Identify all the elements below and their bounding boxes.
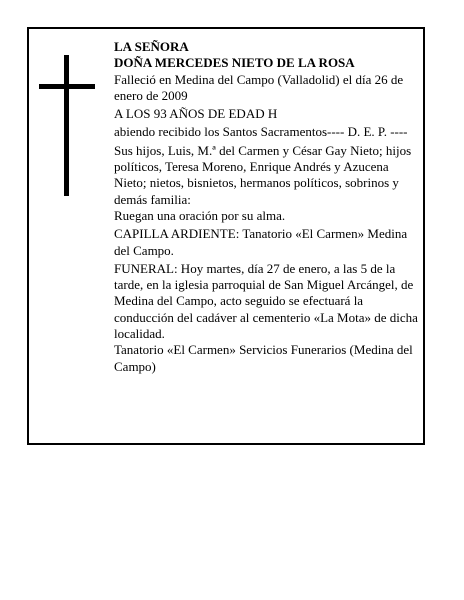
sacraments-line: abiendo recibido los Santos Sacramentos---- D. E. P. ---- bbox=[114, 124, 408, 140]
age-line: A LOS 93 AÑOS DE EDAD H bbox=[114, 106, 278, 122]
cross-icon-crossbar bbox=[39, 84, 95, 89]
family-list: Sus hijos, Luis, M.ª del Carmen y César Gay Nieto; hijos políticos, Teresa Moreno, Enrique Andrés y Azucena Nieto; nietos, bisnietos, hermanos políticos, sobrinos y demás familia: bbox=[114, 142, 412, 207]
obituary-text bbox=[114, 39, 420, 375]
funeral-info: FUNERAL: Hoy martes, día 27 de enero, a las 5 de la tarde, en la iglesia parroquial de San Miguel Arcángel, de Medina del Campo, acto seguido se efectuará la conducción del cadáver al cementerio «La Mota» de dicha localidad. bbox=[114, 260, 418, 342]
notice-heading: LA SEÑORA bbox=[114, 39, 189, 54]
prayer-request: Ruegan una oración por su alma. bbox=[114, 207, 286, 223]
death-details: Falleció en Medina del Campo (Valladolid) el día 26 de enero de 2009 bbox=[114, 71, 404, 103]
funeral-services: Tanatorio «El Carmen» Servicios Funerarios (Medina del Campo) bbox=[114, 342, 413, 374]
deceased-name: DOÑA MERCEDES NIETO DE LA ROSA bbox=[114, 55, 355, 71]
chapel-info: CAPILLA ARDIENTE: Tanatorio «El Carmen» Medina del Campo. bbox=[114, 226, 408, 258]
cross-icon bbox=[64, 55, 69, 196]
